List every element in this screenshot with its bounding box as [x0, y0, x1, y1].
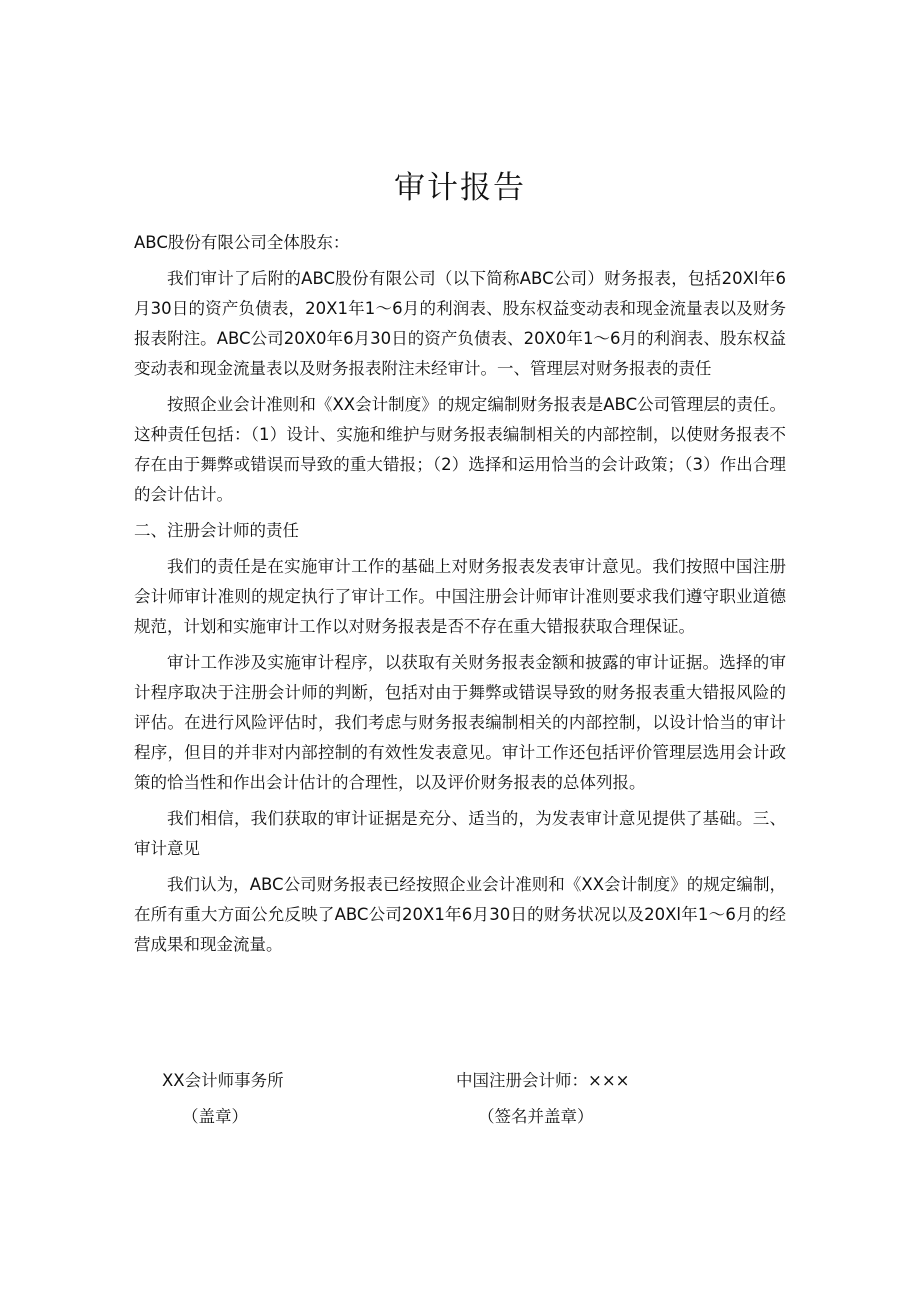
addressee: ABC股份有限公司全体股东： — [134, 233, 350, 252]
audit-opinion-paragraph: 我们认为，ABC公司财务报表已经按照企业会计准则和《XX会计制度》的规定编制，在所有重大方面公允反映了ABC公司20X1年6月30日的财务状况以及20Xl年1〜6月的经营成果和现金流量。 — [134, 875, 786, 954]
auditor-responsibility-paragraph-2: 审计工作涉及实施审计程序，以获取有关财务报表金额和披露的审计证据。选择的审计程序取决于注册会计师的判断，包括对由于舞弊或错误导致的财务报表重大错报风险的评估。在进行风险评估时，我们考虑与财务报表编制相关的内部控制，以设计恰当的审计程序，但目的并非对内部控制的有效性发表意见。审计工作还包括评价管理层选用会计政策的恰当性和作出会计估计的合理性，以及评价财务报表的总体列报。 — [134, 653, 786, 792]
cpa-seal-note: （签名并盖章） — [478, 1107, 594, 1126]
auditor-responsibility-paragraph-1: 我们的责任是在实施审计工作的基础上对财务报表发表审计意见。我们按照中国注册会计师审计准则的规定执行了审计工作。中国注册会计师审计准则要求我们遵守职业道德规范，计划和实施审计工作以对财务报表是否不存在重大错报获取合理保证。 — [134, 557, 786, 636]
intro-paragraph: 我们审计了后附的ABC股份有限公司（以下简称ABC公司）财务报表，包括20Xl年6月30日的资产负债表，20X1年1〜6月的利润表、股东权益变动表和现金流量表以及财务报表附注。ABC公司20X0年6月30日的资产负债表、20X0年1〜6月的利润表、股东权益变动表和现金流量表以及财务报表附注未经审计。一、管理层对财务报表的责任 — [134, 269, 786, 378]
auditor-responsibility-paragraph-3: 我们相信，我们获取的审计证据是充分、适当的，为发表审计意见提供了基础。三、审计意见 — [134, 809, 786, 858]
audit-firm-name: XX会计师事务所 — [162, 1071, 284, 1090]
section-2-heading: 二、注册会计师的责任 — [134, 521, 299, 540]
document-title: 审计报告 — [394, 170, 526, 206]
cpa-signature-label: 中国注册会计师：××× — [456, 1071, 630, 1090]
firm-seal-note: （盖章） — [182, 1107, 248, 1126]
management-responsibility-paragraph: 按照企业会计准则和《XX会计制度》的规定编制财务报表是ABC公司管理层的责任。这种责任包括：（1）设计、实施和维护与财务报表编制相关的内部控制，以使财务报表不存在由于舞弊或错误而导致的重大错报；（2）选择和运用恰当的会计政策；（3）作出合理的会计估计。 — [134, 395, 786, 504]
report-body — [134, 228, 786, 960]
